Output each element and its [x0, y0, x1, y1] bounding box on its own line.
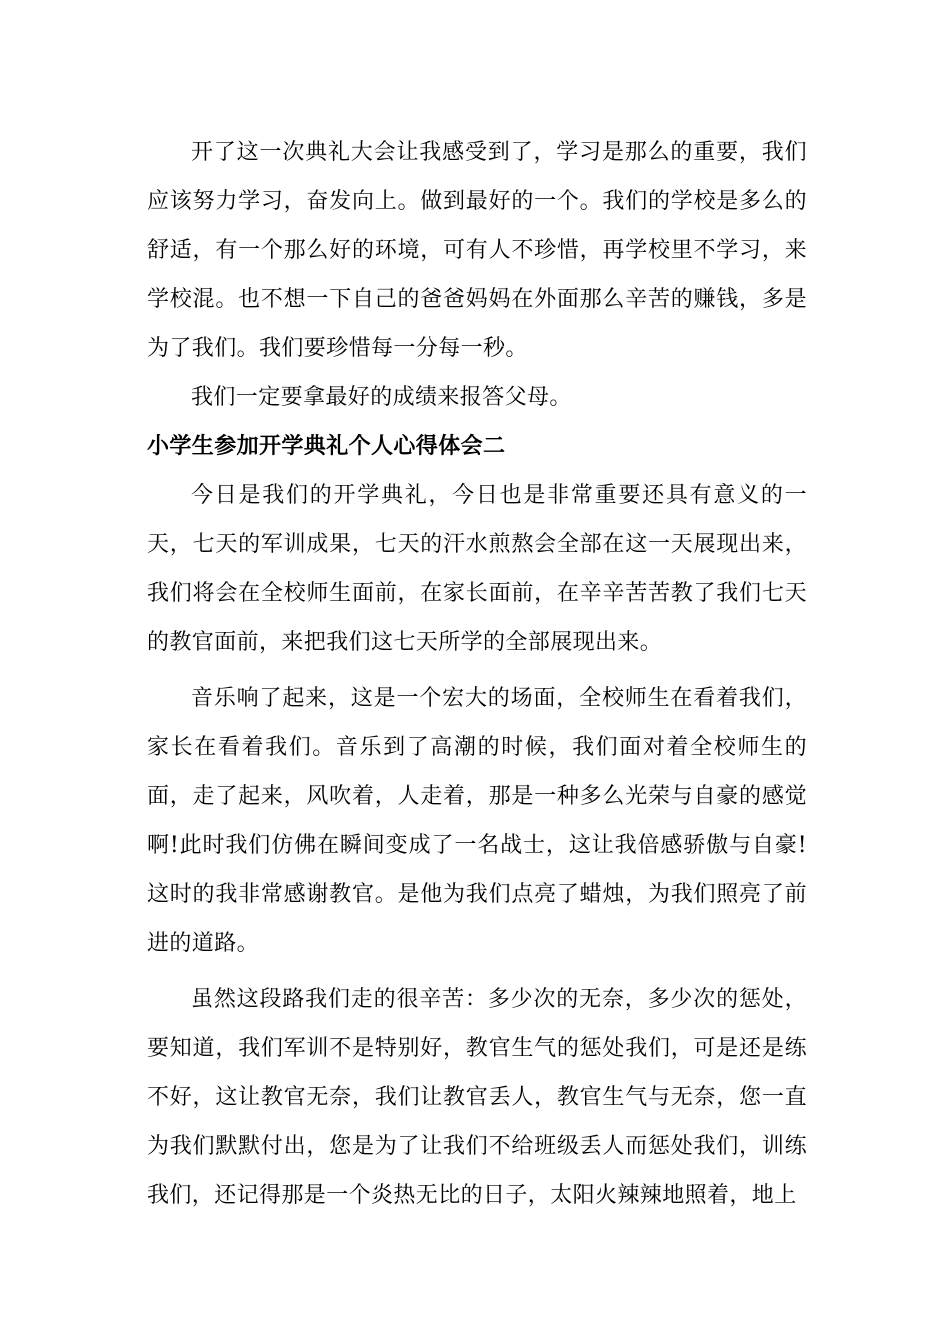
- paragraph-gap: [147, 667, 807, 674]
- paragraph-3: 今日是我们的开学典礼，今日也是非常重要还具有意义的一天，七天的军训成果，七天的汗水煎熬会全部在这一天展现出来，我们将会在全校师生面前，在家长面前，在辛辛苦苦教了我们七天的教官面前，来把我们这七天所学的全部展现出来。: [147, 483, 807, 655]
- paragraph-4: 音乐响了起来，这是一个宏大的场面，全校师生在看着我们，家长在看着我们。音乐到了高潮的时候，我们面对着全校师生的面，走了起来，风吹着，人走着，那是一种多么光荣与自豪的感觉啊!此时我们仿佛在瞬间变成了一名战士，这让我倍感骄傲与自豪!这时的我非常感谢教官。是他为我们点亮了蜡烛，为我们照亮了前进的道路。: [147, 686, 807, 956]
- paragraph-1: 开了这一次典礼大会让我感受到了，学习是那么的重要，我们应该努力学习，奋发向上。做到最好的一个。我们的学校是多么的舒适，有一个那么好的环境，可有人不珍惜，再学校里不学习，来学校混。也不想一下自己的爸爸妈妈在外面那么辛苦的赚钱，多是为了我们。我们要珍惜每一分每一秒。: [147, 140, 807, 361]
- section-heading: 小学生参加开学典礼个人心得体会二: [147, 433, 506, 459]
- paragraph-5: 虽然这段路我们走的很辛苦：多少次的无奈，多少次的惩处，要知道，我们军训不是特别好，教官生气的惩处我们，可是还是练不好，这让教官无奈，我们让教官丢人，教官生气与无奈，您一直为我们默默付出，您是为了让我们不给班级丢人而惩处我们，训练我们，还记得那是一个炎热无比的日子，太阳火辣辣地照着，地上: [147, 987, 807, 1208]
- paragraph-2: 我们一定要拿最好的成绩来报答父母。: [191, 385, 572, 410]
- paragraph-gap: [147, 968, 807, 975]
